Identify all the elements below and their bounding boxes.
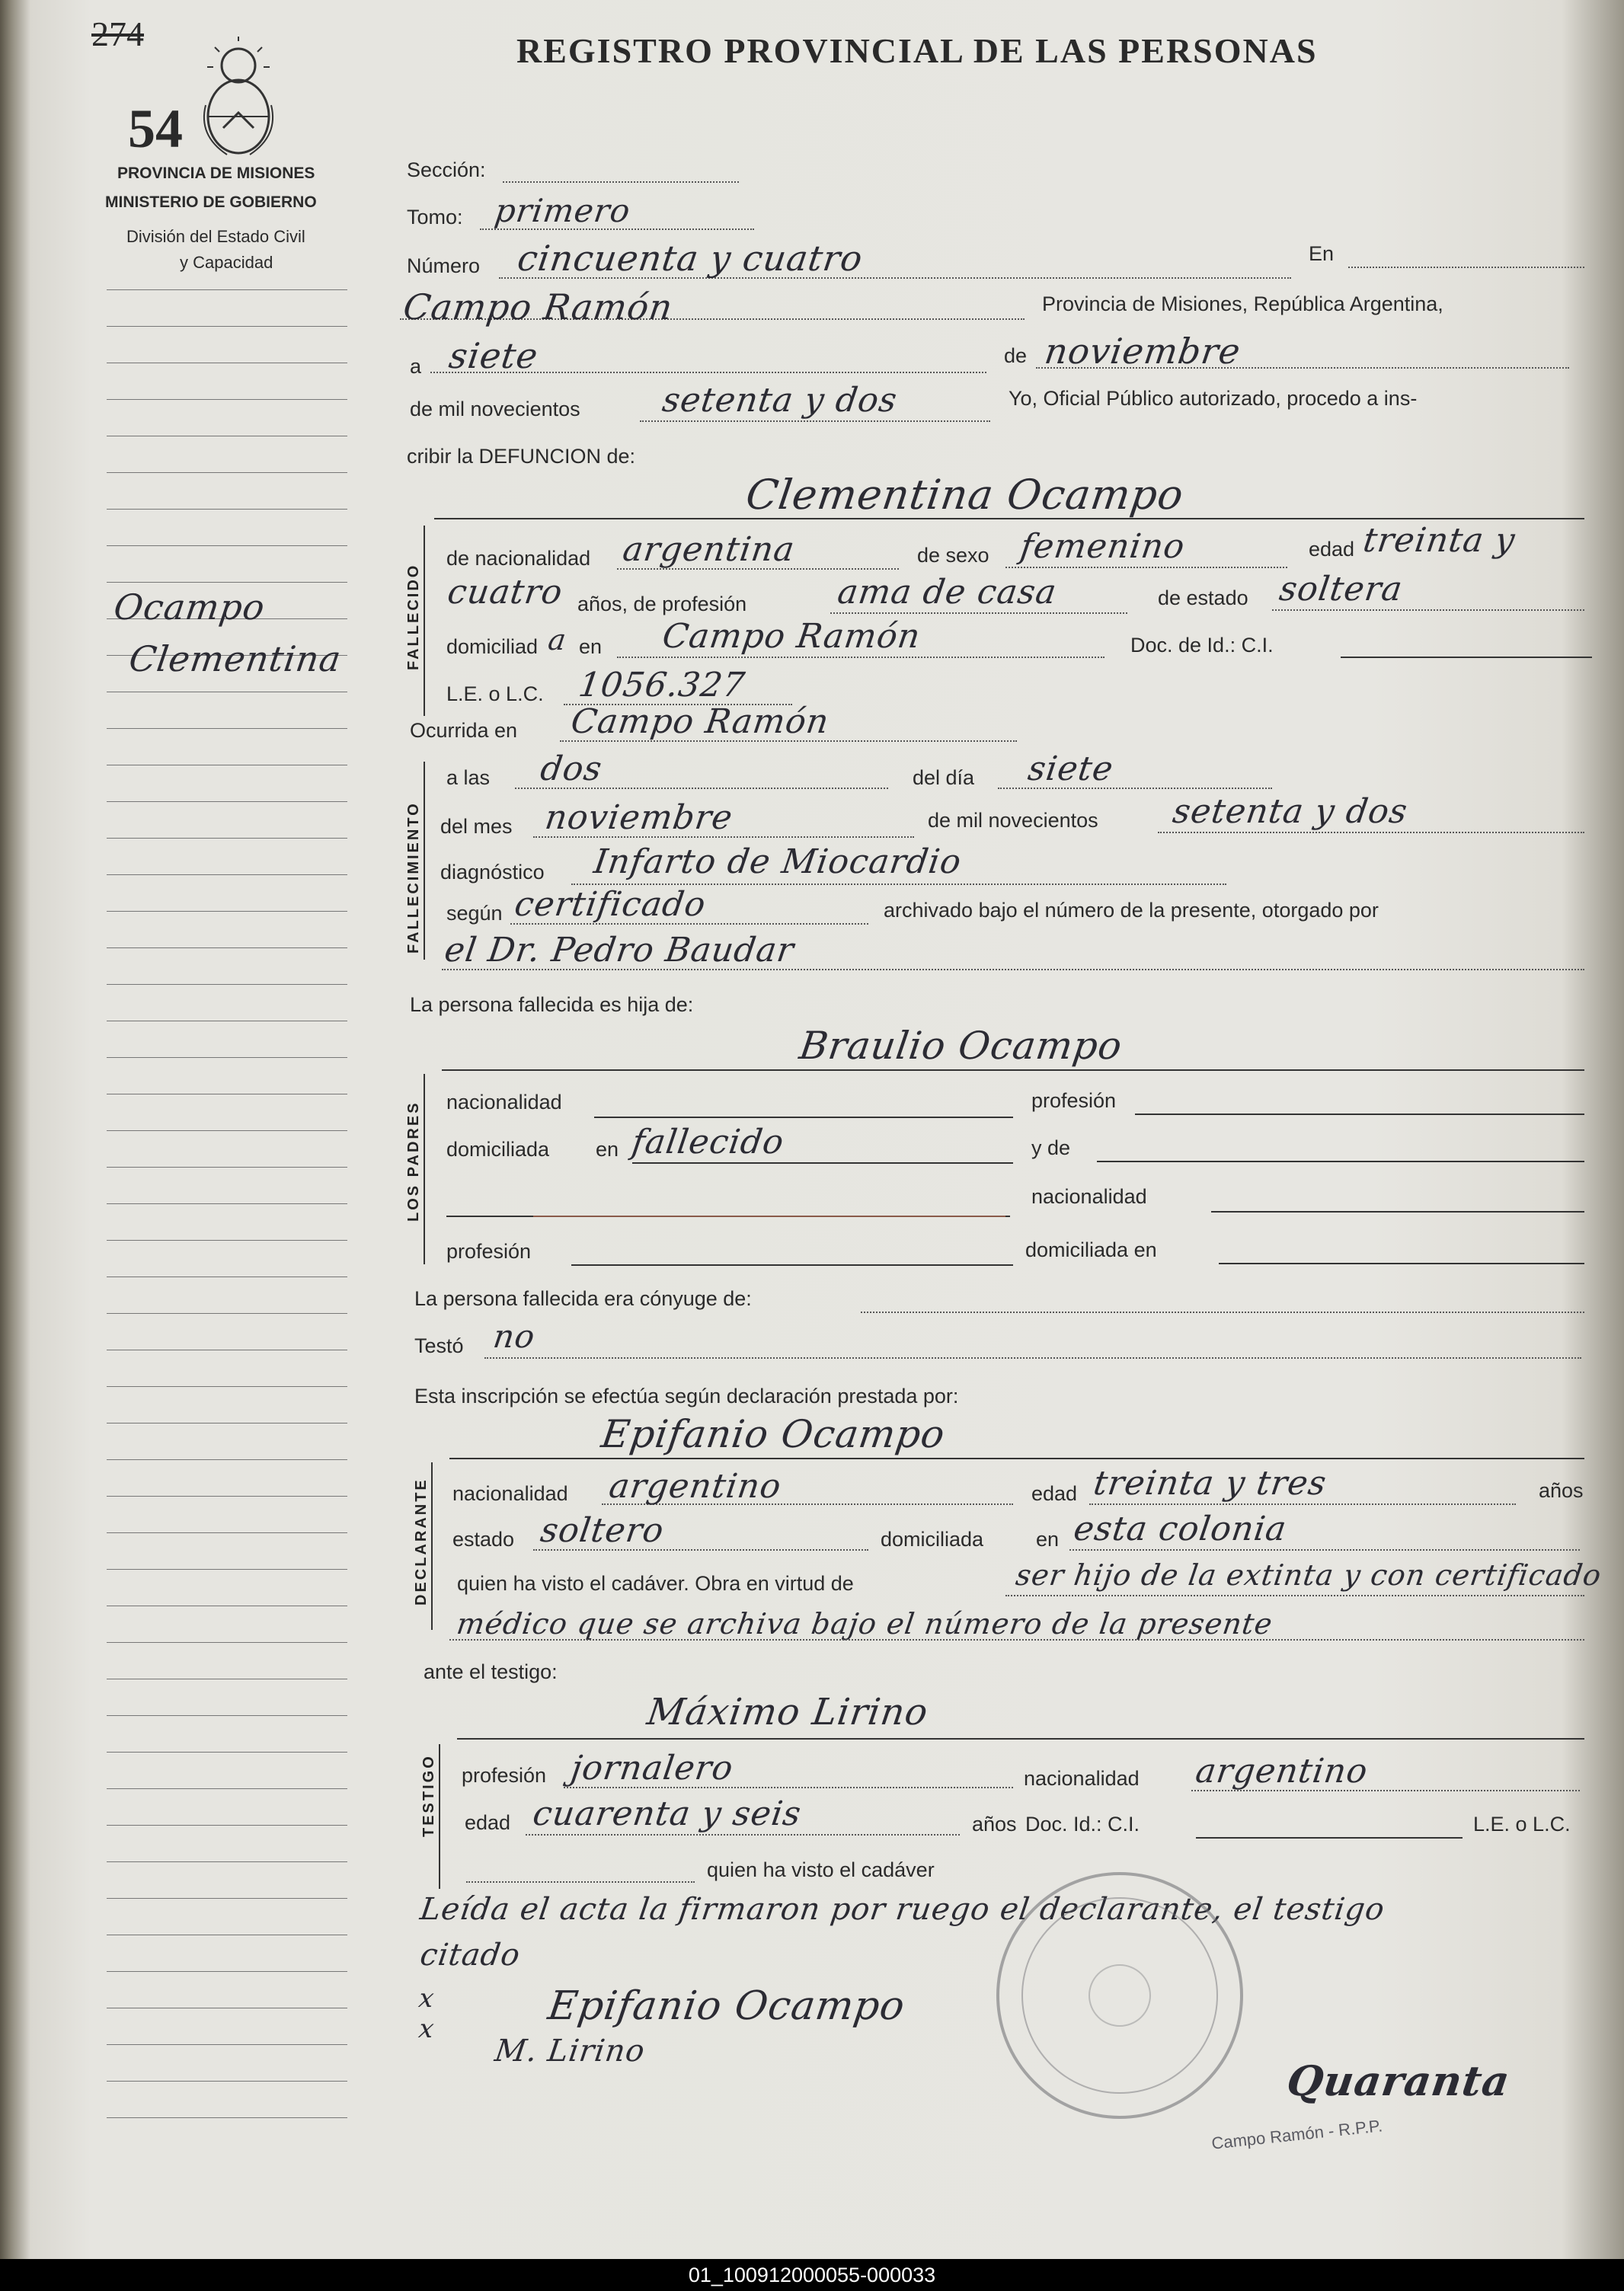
- nacionalidad-label: de nacionalidad: [446, 547, 591, 570]
- declarante-nacionalidad-label: nacionalidad: [452, 1482, 568, 1505]
- padre-profesion-label: profesión: [1031, 1089, 1117, 1112]
- tomo-label: Tomo:: [407, 206, 463, 228]
- testigo-anios-label: años: [972, 1813, 1017, 1836]
- section-padres: LOS PADRES: [405, 1101, 422, 1222]
- testigo-edad-label: edad: [465, 1811, 511, 1834]
- cierre-texto-1: Leída el acta la firmaron por ruego el declarante, el testigo: [417, 1892, 1387, 1927]
- coat-of-arms-icon: [197, 37, 280, 158]
- anio-label-f: de mil novecientos: [928, 809, 1098, 832]
- segun-value: certificado: [512, 885, 708, 924]
- testigo-edad-value: cuarenta y seis: [530, 1794, 804, 1833]
- testigo-doc-label: Doc. Id.: C.I.: [1025, 1813, 1140, 1836]
- seal-text: Campo Ramón - R.P.P.: [1210, 2116, 1384, 2153]
- firma-testigo: M. Lirino: [492, 2034, 647, 2069]
- diagnostico-value: Infarto de Miocardio: [591, 842, 964, 881]
- anio-label: de mil novecientos: [410, 398, 580, 420]
- oficial-text: Yo, Oficial Público autorizado, procedo a ins-: [1009, 387, 1418, 410]
- en-label: En: [1309, 242, 1335, 265]
- cierre-x-2: x: [417, 2014, 436, 2044]
- le-label: L.E. o L.C.: [446, 682, 544, 705]
- testigo-le-label: L.E. o L.C.: [1473, 1813, 1571, 1836]
- sexo-value: femenino: [1018, 527, 1188, 566]
- dia-value: siete: [446, 335, 542, 376]
- mes-value: noviembre: [1042, 331, 1244, 372]
- declarante-edad-value: treinta y tres: [1091, 1464, 1329, 1503]
- anios-label: años, de profesión: [577, 593, 747, 615]
- padre-domicilio-value: fallecido: [629, 1123, 787, 1161]
- ante-testigo-label: ante el testigo:: [424, 1660, 558, 1683]
- section-declarante: DECLARANTE: [413, 1478, 430, 1606]
- firma-oficial: Quaranta: [1284, 2056, 1514, 2105]
- domicilio-value: Campo Ramón: [660, 617, 923, 656]
- hora-value: dos: [538, 749, 605, 788]
- ocurrida-value: Campo Ramón: [568, 702, 832, 741]
- hija-label: La persona fallecida es hija de:: [410, 993, 694, 1016]
- domicilio-en: en: [579, 635, 603, 658]
- testigo-nacionalidad-label: nacionalidad: [1024, 1767, 1140, 1790]
- provincia-text: Provincia de Misiones, República Argentina,: [1042, 292, 1443, 315]
- ocurrida-label: Ocurrida en: [410, 719, 518, 742]
- diagnostico-label: diagnóstico: [440, 861, 545, 883]
- document-title: REGISTRO PROVINCIAL DE LAS PERSONAS: [516, 31, 1318, 70]
- dia-label: del día: [913, 766, 975, 789]
- testigo-profesion-label: profesión: [462, 1764, 547, 1787]
- declarante-virtud-value: ser hijo de la extinta y con certificado: [1013, 1558, 1604, 1592]
- anio-value-f: setenta y dos: [1170, 792, 1411, 831]
- official-seal-icon: [983, 1858, 1257, 2133]
- domicilio-suffix: a: [545, 623, 569, 657]
- corner-number: 274: [91, 14, 144, 53]
- defuncion-text: cribir la DEFUNCION de:: [407, 445, 636, 468]
- numero-value: cincuenta y cuatro: [515, 238, 866, 279]
- madre-nacionalidad-label: nacionalidad: [1031, 1185, 1147, 1208]
- testigo-visto-label: quien ha visto el cadáver: [707, 1858, 935, 1881]
- org-line-2: MINISTERIO DE GOBIERNO: [105, 193, 317, 211]
- domiciliada-label: domiciliada: [446, 1138, 550, 1161]
- declarante-domicilio-value: esta colonia: [1071, 1510, 1290, 1548]
- edad-label: edad: [1309, 538, 1355, 561]
- section-fallecimiento: FALLECIMIENTO: [405, 801, 422, 954]
- margin-note-name: Clementina: [126, 638, 344, 679]
- edad-value: treinta y: [1360, 521, 1518, 560]
- seccion-label: Sección:: [407, 158, 486, 181]
- anio-value: setenta y dos: [660, 381, 900, 420]
- padre-nombre: Braulio Ocampo: [796, 1024, 1126, 1068]
- division-line-1: División del Estado Civil: [126, 227, 305, 246]
- edad-value-2: cuatro: [445, 573, 566, 612]
- doc-label: Doc. de Id.: C.I.: [1130, 634, 1274, 657]
- testo-value: no: [491, 1318, 538, 1355]
- org-line-1: PROVINCIA DE MISIONES: [117, 165, 315, 182]
- madre-domiciliada-label: domiciliada en: [1025, 1238, 1157, 1261]
- section-testigo: TESTIGO: [420, 1754, 437, 1837]
- declarante-estado-label: estado: [452, 1528, 515, 1551]
- sexo-label: de sexo: [917, 544, 989, 567]
- mes-value-f: noviembre: [542, 798, 736, 837]
- medico-value: el Dr. Pedro Baudar: [442, 931, 797, 970]
- testigo-profesion-value: jornalero: [568, 1749, 736, 1788]
- cierre-x-1: x: [417, 1983, 436, 2014]
- mes-label: del mes: [440, 815, 513, 838]
- declarante-nombre: Epifanio Ocampo: [598, 1412, 948, 1456]
- tomo-value: primero: [492, 192, 633, 229]
- declarante-virtud-value-2: médico que se archiva bajo el número de la presente: [454, 1607, 1275, 1641]
- declarante-domiciliada-label: domiciliada: [881, 1528, 984, 1551]
- padre-nacionalidad-label: nacionalidad: [446, 1091, 562, 1114]
- firma-declarante: Epifanio Ocampo: [545, 1983, 908, 2029]
- le-value: 1056.327: [576, 666, 748, 705]
- a-label: a: [410, 355, 422, 378]
- estado-label: de estado: [1158, 586, 1248, 609]
- archivado-text: archivado bajo el número de la presente, otorgado por: [884, 899, 1379, 922]
- declaracion-label: Esta inscripción se efectúa según declaración prestada por:: [414, 1385, 959, 1408]
- madre-profesion-label: profesión: [446, 1240, 532, 1263]
- division-line-2: y Capacidad: [180, 253, 273, 272]
- margin-note-surname: Ocampo: [111, 586, 268, 628]
- de-label: de: [1004, 344, 1028, 367]
- domiciliada-en: en: [596, 1138, 619, 1161]
- domicilio-label: domiciliad: [446, 635, 539, 658]
- declarante-visto-label: quien ha visto el cadáver. Obra en virtud de: [457, 1572, 854, 1595]
- act-number: 54: [128, 98, 183, 159]
- declarante-estado-value: soltero: [538, 1511, 667, 1550]
- declarante-anios-label: años: [1539, 1479, 1584, 1502]
- fallecido-nombre: Clementina Ocampo: [743, 471, 1188, 519]
- cierre-texto-2: citado: [417, 1938, 523, 1973]
- lugar-value: Campo Ramón: [401, 286, 676, 328]
- conyuge-label: La persona fallecida era cónyuge de:: [414, 1287, 752, 1310]
- declarante-edad-label: edad: [1031, 1482, 1078, 1505]
- declarante-nacionalidad-value: argentino: [606, 1467, 784, 1506]
- numero-label: Número: [407, 254, 481, 277]
- hora-label: a las: [446, 766, 491, 789]
- dia-value-f: siete: [1025, 749, 1117, 788]
- y-de-label: y de: [1031, 1136, 1071, 1159]
- segun-label: según: [446, 902, 503, 925]
- testigo-nombre: Máximo Lirino: [644, 1691, 932, 1733]
- nacionalidad-value: argentina: [620, 530, 798, 569]
- profesion-value: ama de casa: [835, 573, 1060, 612]
- declarante-en-label: en: [1036, 1528, 1060, 1551]
- testigo-nacionalidad-value: argentino: [1193, 1752, 1370, 1791]
- testo-label: Testó: [414, 1334, 464, 1357]
- section-fallecido: FALLECIDO: [405, 563, 422, 670]
- estado-value: soltera: [1277, 570, 1405, 609]
- image-id-footer: 01_100912000055-000033: [0, 2259, 1624, 2291]
